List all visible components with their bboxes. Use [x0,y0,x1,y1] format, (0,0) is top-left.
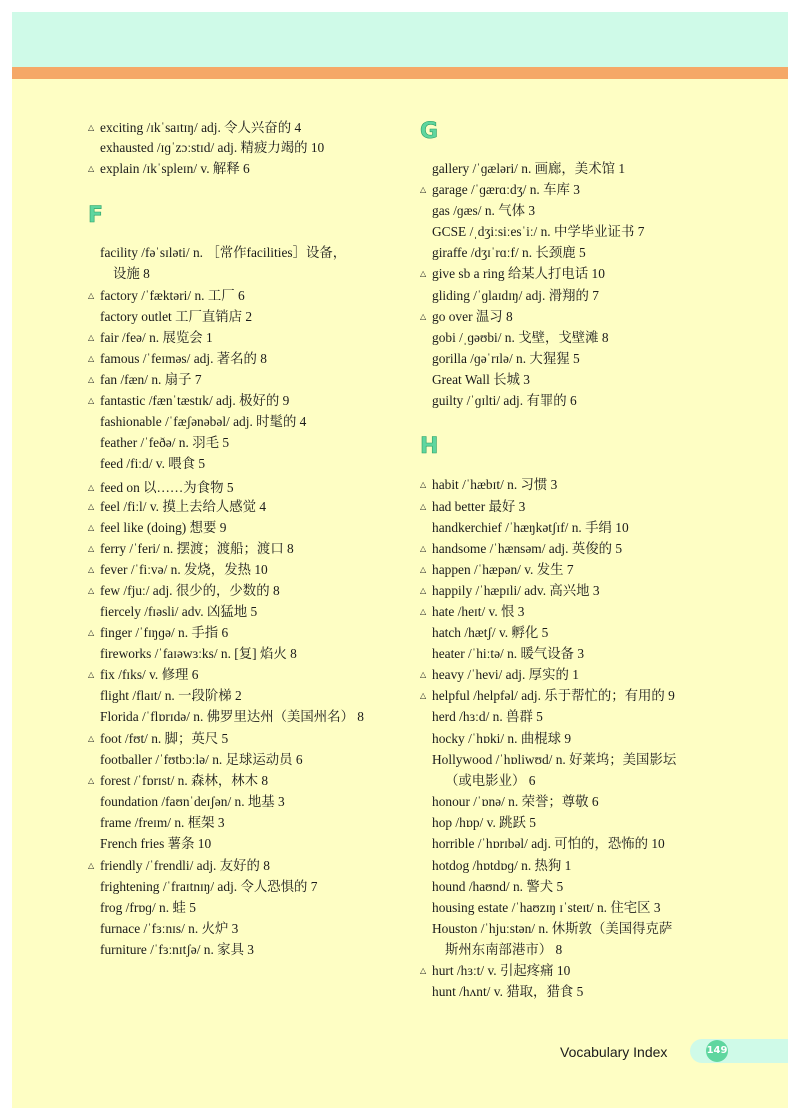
entry-text: famous /ˈfeɪməs/ adj. 著名的 8 [100,351,267,366]
entry-text: go over 温习 8 [432,309,513,324]
triangle-outline-icon: △ [420,607,427,616]
entry-text: giraffe /dʒɪˈrɑːf/ n. 长颈鹿 5 [432,245,586,260]
triangle-outline-icon: △ [420,586,427,595]
entry-text-continued: 设施 8 [113,266,150,281]
triangle-outline-icon: △ [420,269,427,278]
entry-text: frog /frɒɡ/ n. 蛙 5 [100,900,196,915]
triangle-outline-icon: △ [420,670,427,679]
entry-text: give sb a ring 给某人打电话 10 [432,266,605,281]
entry-text: furniture /ˈfɜːnɪtʃə/ n. 家具 3 [100,942,254,957]
entry-text: explain /ɪkˈspleɪn/ v. 解释 6 [100,161,250,176]
triangle-outline-icon: △ [88,164,95,173]
entry-text: hate /heɪt/ v. 恨 3 [432,604,525,619]
triangle-outline-icon: △ [420,185,427,194]
entry-text: hotdog /hɒtdɒɡ/ n. 热狗 1 [432,858,572,873]
entry-text: footballer /ˈfʊtbɔːlə/ n. 足球运动员 6 [100,752,303,767]
section-letter-f: F [88,203,105,228]
triangle-outline-icon: △ [88,502,95,511]
entry-text: hound /haʊnd/ n. 警犬 5 [432,879,564,894]
triangle-outline-icon: △ [88,354,95,363]
entry-text: handkerchief /ˈhæŋkətʃɪf/ n. 手绢 10 [432,520,629,535]
entry-text: feed on 以……为食物 5 [100,480,234,495]
entry-text: frightening /ˈfraɪtnɪŋ/ adj. 令人恐惧的 7 [100,879,318,894]
entry-text: fan /fæn/ n. 扇子 7 [100,372,202,387]
header-accent-bar [12,67,788,79]
entry-text: facility /fəˈsɪləti/ n. ［常作facilities］设备， [100,245,347,260]
entry-text: garage /ˈɡærɑːdʒ/ n. 车库 3 [432,182,580,197]
entry-text: GCSE /ˌdʒiːsiːesˈiː/ n. 中学毕业证书 7 [432,224,645,239]
section-letter-h: H [420,434,440,459]
header-band [12,12,788,68]
entry-text: frame /freɪm/ n. 框架 3 [100,815,225,830]
entry-text: heavy /ˈhevi/ adj. 厚实的 1 [432,667,579,682]
entry-text: exhausted /ɪɡˈzɔːstɪd/ adj. 精疲力竭的 10 [100,140,325,155]
triangle-outline-icon: △ [88,734,95,743]
triangle-outline-icon: △ [88,670,95,679]
triangle-outline-icon: △ [88,483,95,492]
entry-text-continued: 斯州东南部港市） 8 [445,942,563,957]
entry-text: gliding /ˈɡlaɪdɪŋ/ adj. 滑翔的 7 [432,288,599,303]
triangle-outline-icon: △ [88,565,95,574]
triangle-outline-icon: △ [420,565,427,574]
entry-text: feel /fiːl/ v. 摸上去给人感觉 4 [100,499,267,514]
triangle-outline-icon: △ [88,291,95,300]
entry-text: Florida /ˈflɒrɪdə/ n. 佛罗里达州（美国州名） 8 [100,709,365,724]
entry-text: hop /hɒp/ v. 跳跃 5 [432,815,536,830]
entry-text: factory /ˈfæktəri/ n. 工厂 6 [100,288,245,303]
entry-text: fever /ˈfiːvə/ n. 发烧，发热 10 [100,562,268,577]
entry-text: hocky /ˈhɒki/ n. 曲棍球 9 [432,731,572,746]
triangle-outline-icon: △ [88,523,95,532]
entry-text: Great Wall 长城 3 [432,372,530,387]
entry-text-continued: （或电影业） 6 [445,773,536,788]
triangle-outline-icon: △ [88,628,95,637]
entry-text: fashionable /ˈfæʃənəbəl/ adj. 时髦的 4 [100,414,307,429]
entry-text: gorilla /ɡəˈrɪlə/ n. 大猩猩 5 [432,351,580,366]
entry-text: fantastic /fænˈtæstɪk/ adj. 极好的 9 [100,393,290,408]
entry-text: French fries 薯条 10 [100,836,212,851]
page-number-badge: 149 [706,1040,728,1062]
entry-text: feather /ˈfeðə/ n. 羽毛 5 [100,435,230,450]
entry-text: friendly /ˈfrendli/ adj. 友好的 8 [100,858,270,873]
entry-text: few /fjuː/ adj. 很少的，少数的 8 [100,583,280,598]
triangle-outline-icon: △ [420,966,427,975]
entry-text: feel like (doing) 想要 9 [100,520,227,535]
entry-text: happen /ˈhæpən/ v. 发生 7 [432,562,574,577]
triangle-outline-icon: △ [88,333,95,342]
entry-text: fireworks /ˈfaɪəwɜːks/ n. [复] 焰火 8 [100,646,297,661]
entry-text: gallery /ˈɡæləri/ n. 画廊，美术馆 1 [432,161,626,176]
entry-text: factory outlet 工厂直销店 2 [100,309,253,324]
triangle-outline-icon: △ [88,123,95,132]
entry-text: foundation /faʊnˈdeɪʃən/ n. 地基 3 [100,794,285,809]
entry-text: handsome /ˈhænsəm/ adj. 英俊的 5 [432,541,623,556]
entry-text: herd /hɜːd/ n. 兽群 5 [432,709,543,724]
entry-text: fix /fɪks/ v. 修理 6 [100,667,199,682]
triangle-outline-icon: △ [420,502,427,511]
entry-text: housing estate /ˈhaʊzɪŋ ɪˈsteɪt/ n. 住宅区 3 [432,900,661,915]
entry-text: hunt /hʌnt/ v. 猎取，猎食 5 [432,984,584,999]
triangle-outline-icon: △ [420,480,427,489]
entry-text: heater /ˈhiːtə/ n. 暖气设备 3 [432,646,585,661]
entry-text: fair /feə/ n. 展览会 1 [100,330,213,345]
triangle-outline-icon: △ [420,691,427,700]
entry-text: furnace /ˈfɜːnɪs/ n. 火炉 3 [100,921,239,936]
entry-text: Hollywood /ˈhɒliwʊd/ n. 好莱坞；美国影坛 [432,752,677,767]
entry-text: habit /ˈhæbɪt/ n. 习惯 3 [432,477,558,492]
entry-text: forest /ˈfɒrɪst/ n. 森林，林木 8 [100,773,269,788]
triangle-outline-icon: △ [420,312,427,321]
entry-text: honour /ˈɒnə/ n. 荣誉；尊敬 6 [432,794,599,809]
entry-text: guilty /ˈɡɪlti/ adj. 有罪的 6 [432,393,577,408]
entry-text: had better 最好 3 [432,499,526,514]
entry-text: gobi /ˌɡəʊbi/ n. 戈壁，戈壁滩 8 [432,330,609,345]
entry-text: foot /fʊt/ n. 脚；英尺 5 [100,731,229,746]
entry-text: exciting /ɪkˈsaɪtɪŋ/ adj. 令人兴奋的 4 [100,120,302,135]
footer-tab [690,1039,788,1063]
triangle-outline-icon: △ [88,396,95,405]
entry-text: Houston /ˈhjuːstən/ n. 休斯敦（美国得克萨 [432,921,673,936]
section-letter-g: G [420,119,440,144]
triangle-outline-icon: △ [88,586,95,595]
triangle-outline-icon: △ [88,861,95,870]
entry-text: hatch /hætʃ/ v. 孵化 5 [432,625,549,640]
entry-text: happily /ˈhæpɪli/ adv. 高兴地 3 [432,583,600,598]
entry-text: hurt /hɜːt/ v. 引起疼痛 10 [432,963,571,978]
entry-text: ferry /ˈferi/ n. 摆渡；渡船；渡口 8 [100,541,294,556]
entry-text: helpful /helpfəl/ adj. 乐于帮忙的；有用的 9 [432,688,675,703]
entry-text: gas /ɡæs/ n. 气体 3 [432,203,536,218]
footer-title: Vocabulary Index [560,1044,668,1060]
triangle-outline-icon: △ [420,544,427,553]
entry-text: flight /flaɪt/ n. 一段阶梯 2 [100,688,242,703]
entry-text: feed /fiːd/ v. 喂食 5 [100,456,206,471]
triangle-outline-icon: △ [88,776,95,785]
triangle-outline-icon: △ [88,544,95,553]
entry-text: finger /ˈfɪŋɡə/ n. 手指 6 [100,625,229,640]
triangle-outline-icon: △ [88,375,95,384]
entry-text: horrible /ˈhɒrɪbəl/ adj. 可怕的，恐怖的 10 [432,836,665,851]
entry-text: fiercely /fɪəsli/ adv. 凶猛地 5 [100,604,258,619]
